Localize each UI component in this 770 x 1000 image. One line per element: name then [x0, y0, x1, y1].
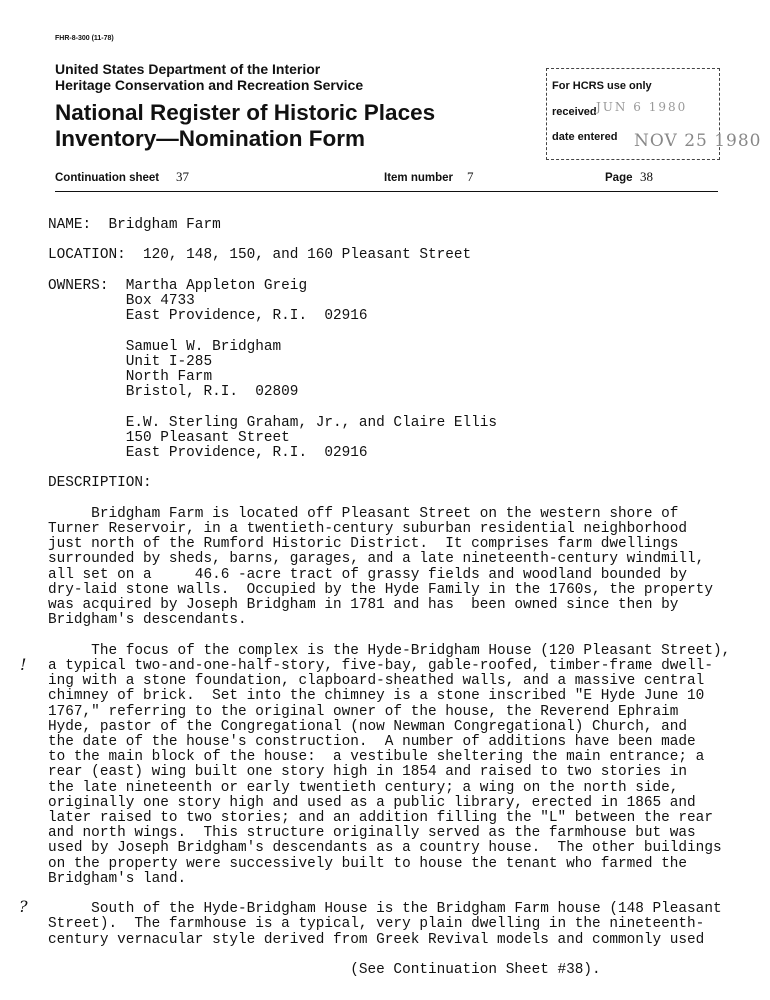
body-line: chimney of brick. Set into the chimney is a stone inscribed "E Hyde June 10 [48, 688, 705, 705]
body-line [48, 400, 730, 415]
service-name: Heritage Conservation and Recreation Service [55, 77, 364, 93]
body-line: The focus of the complex is the Hyde-Bridgham House (120 Pleasant Street), [48, 642, 731, 659]
body-line: Unit I-285 [48, 353, 213, 370]
form-subtitle: Inventory—Nomination Form [55, 126, 366, 151]
body-line: 150 Pleasant Street [48, 429, 290, 446]
body-line: 1767," referring to the original owner of the house, the Reverend Ephraim [48, 703, 679, 720]
nomination-body-text [48, 218, 730, 978]
agency-name: United States Department of the Interior [55, 61, 321, 77]
body-line: Bridgham Farm is located off Pleasant Street on the western shore of [48, 505, 679, 522]
body-line [48, 887, 730, 902]
body-line: all set on a 46.6 -acre tract of grassy fields and woodland bounded by [48, 566, 688, 583]
received-label: received [552, 106, 597, 118]
body-line: OWNERS: Martha Appleton Greig [48, 277, 308, 294]
body-line: NAME: Bridgham Farm [48, 217, 221, 233]
hcrs-box-title: For HCRS use only [552, 80, 652, 92]
body-line: Box 4733 [48, 293, 195, 310]
page-label: Page [605, 172, 633, 184]
form-code: FHR-8-300 (11-78) [55, 35, 114, 42]
continuation-sheet-label: Continuation sheet [55, 172, 160, 184]
body-line: DESCRIPTION: [48, 475, 152, 492]
body-line: North Farm [48, 369, 213, 386]
body-line: (See Continuation Sheet #38). [48, 961, 601, 978]
margin-annotation: ? [19, 897, 28, 916]
body-line: Turner Reservoir, in a twentieth-century suburban residential neighborhood [48, 521, 688, 538]
page-number-value: 38 [640, 169, 653, 184]
body-line [48, 492, 730, 507]
body-line: East Providence, R.I. 02916 [48, 445, 368, 462]
body-line: just north of the Rumford Historic District. It comprises farm dwellings [48, 536, 679, 553]
received-stamp: JUN 6 1980 [596, 100, 688, 114]
continuation-sheet-value: 37 [176, 169, 189, 184]
body-line: ing with a stone foundation, clapboard-sheathed walls, and a massive central [48, 673, 705, 690]
body-line: originally one story high and used as a public library, erected in 1865 and [48, 794, 696, 811]
date-entered-label: date entered [552, 131, 618, 143]
body-line: Bridgham's land. [48, 870, 187, 887]
body-line: surrounded by sheds, barns, garages, and a late nineteenth-century windmill, [48, 551, 705, 568]
body-line [48, 264, 730, 279]
body-line: Street). The farmhouse is a typical, very plain dwelling in the nineteenth- [48, 916, 705, 933]
body-line: Bristol, R.I. 02809 [48, 384, 299, 401]
header-divider [55, 191, 718, 192]
body-line: Hyde, pastor of the Congregational (now Newman Congregational) Church, and [48, 718, 688, 735]
body-line: rear (east) wing built one story high in 1854 and raised to two stories in [48, 764, 688, 781]
form-title: National Register of Historic Places [55, 100, 436, 125]
body-line: the late nineteenth or early twentieth century; a wing on the north side, [48, 779, 679, 796]
body-line: dry-laid stone walls. Occupied by the Hyde Family in the 1760s, the property [48, 581, 713, 598]
body-line: a typical two-and-one-half-story, five-bay, gable-roofed, timber-frame dwell- [48, 657, 713, 674]
body-line: E.W. Sterling Graham, Jr., and Claire Ellis [48, 414, 498, 431]
body-line: used by Joseph Bridgham's descendants as a country house. The other buildings [48, 840, 722, 857]
body-line: to the main block of the house: a vestibule sheltering the main entrance; a [48, 749, 705, 766]
body-line: Samuel W. Bridgham [48, 338, 282, 355]
body-line [48, 461, 730, 476]
body-line: South of the Hyde-Bridgham House is the Bridgham Farm house (148 Pleasant [48, 901, 722, 918]
body-line: was acquired by Joseph Bridgham in 1781 and has been owned since then by [48, 597, 679, 614]
body-line: Bridgham's descendants. [48, 612, 247, 629]
body-line: and north wings. This structure originally served as the farmhouse but was [48, 825, 696, 842]
body-line: LOCATION: 120, 148, 150, and 160 Pleasant Street [48, 247, 472, 264]
body-line: century vernacular style derived from Greek Revival models and commonly used [48, 931, 705, 948]
margin-annotation: ! [20, 655, 27, 674]
date-entered-stamp: NOV 25 1980 [634, 131, 762, 151]
item-number-label: Item number [384, 172, 454, 184]
body-line: the date of the house's construction. A number of additions have been made [48, 733, 696, 750]
body-line [48, 233, 730, 248]
body-line: later raised to two stories; and an addition filling the "L" between the rear [48, 809, 713, 826]
body-line: on the property were successively built to house the tenant who farmed the [48, 855, 688, 872]
body-line [48, 948, 730, 963]
body-line: East Providence, R.I. 02916 [48, 308, 368, 325]
body-line [48, 324, 730, 339]
item-number-value: 7 [467, 169, 474, 184]
body-line [48, 628, 730, 643]
